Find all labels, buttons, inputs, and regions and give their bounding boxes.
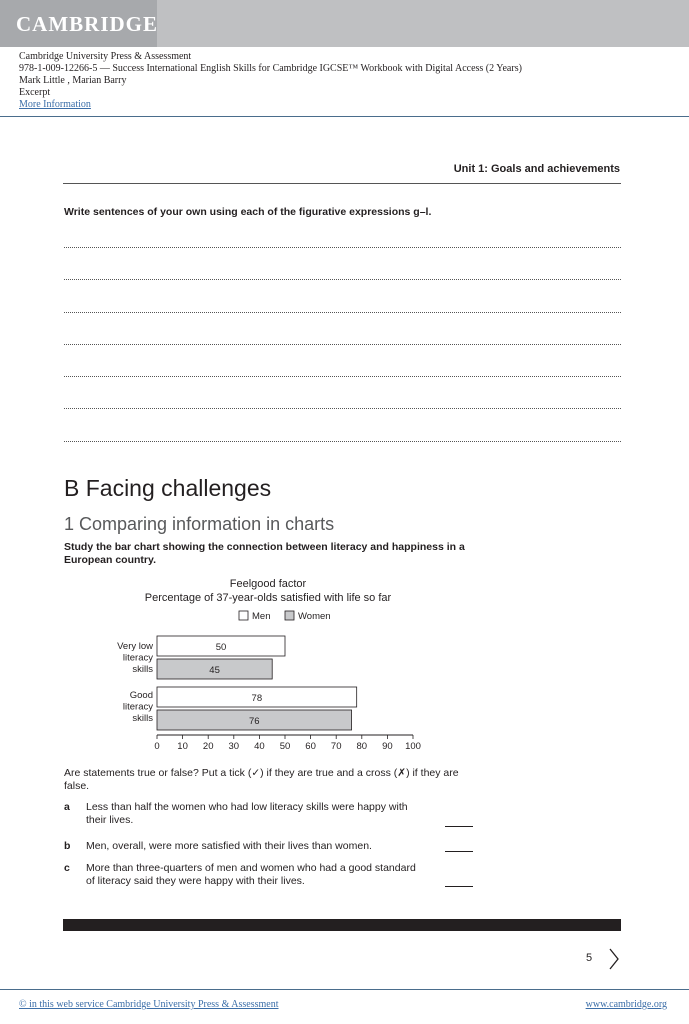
authors-line: Mark Little , Marian Barry (19, 75, 127, 86)
answer-line[interactable] (64, 441, 621, 442)
unit-divider (63, 183, 621, 184)
statement-text: Men, overall, were more satisfied with their lives than women. (86, 840, 372, 852)
copyright-link[interactable]: © in this web service Cambridge University Press & Assessment (19, 999, 279, 1010)
category-label: skills (132, 713, 153, 724)
x-tick-label: 20 (202, 741, 214, 752)
answer-line[interactable] (64, 376, 621, 377)
answer-line[interactable] (64, 344, 621, 345)
statement-b (64, 840, 484, 856)
x-tick-label: 70 (330, 741, 342, 752)
study-instruction: Study the bar chart showing the connection between literacy and happiness in a European country. (64, 541, 465, 566)
bars (157, 636, 357, 730)
category-label: Good (129, 690, 153, 701)
statement-a (64, 801, 484, 831)
unit-title: Unit 1: Goals and achievements (453, 163, 620, 175)
category-label: Very low (117, 641, 153, 652)
section-heading: B Facing challenges (64, 475, 272, 501)
x-axis-ticks (154, 735, 421, 752)
x-tick-label: 10 (177, 741, 188, 752)
sub-heading: 1 Comparing information in charts (64, 514, 335, 534)
page-number: 5 (586, 952, 593, 964)
answer-line[interactable] (64, 279, 621, 280)
footer-band (63, 919, 621, 931)
statement-text: Less than half the women who had low literacy skills were happy with their lives. (86, 801, 408, 826)
category-labels (117, 641, 153, 724)
true-false-instruction: Are statements true or false? Put a tick (✓) if they are true and a cross (✗) if they are false. (64, 767, 459, 792)
logo-box (0, 0, 157, 47)
statement-letter: c (64, 862, 70, 874)
legend-label-men: Men (252, 611, 271, 622)
x-tick-label: 100 (405, 741, 421, 752)
x-tick-label: 90 (382, 741, 393, 752)
footer-divider (0, 989, 689, 990)
more-information-link[interactable]: More Information (19, 99, 91, 110)
statement-c (64, 862, 484, 892)
publisher-line: Cambridge University Press & Assessment (19, 51, 192, 62)
category-label: literacy (122, 701, 153, 713)
x-tick-label: 60 (305, 741, 316, 752)
category-label: skills (132, 664, 153, 675)
legend-label-women: Women (298, 611, 331, 622)
statement-letter: a (64, 801, 70, 813)
bar-value-label: 76 (248, 716, 260, 727)
x-tick-label: 0 (154, 741, 160, 752)
book-metadata (19, 51, 522, 111)
next-page-chevron-icon[interactable] (607, 947, 621, 971)
x-tick-label: 30 (228, 741, 240, 752)
chart-legend (239, 611, 331, 622)
cambridge-logo: CAMBRIDGE (16, 12, 159, 36)
statement-text: More than three-quarters of men and women who had a good standard of literacy said they were happy with their lives. (86, 862, 416, 887)
answer-line[interactable] (64, 312, 621, 313)
answer-blank-b[interactable] (445, 851, 473, 852)
writing-instruction: Write sentences of your own using each of the figurative expressions g–l. (64, 206, 432, 218)
answer-line[interactable] (64, 247, 621, 248)
answer-blank-c[interactable] (445, 886, 473, 887)
x-tick-label: 40 (254, 741, 265, 752)
chart-subtitle: Percentage of 37-year-olds satisfied with life so far (144, 592, 392, 604)
category-label: literacy (122, 652, 153, 664)
chart-title: Feelgood factor (229, 578, 307, 590)
statement-letter: b (64, 840, 71, 852)
answer-blank-a[interactable] (445, 826, 473, 827)
excerpt-line: Excerpt (19, 87, 51, 98)
x-tick-label: 50 (279, 741, 291, 752)
bar-value-label: 78 (251, 693, 263, 704)
feelgood-bar-chart (0, 570, 689, 760)
legend-swatch-men (239, 611, 248, 620)
bar-value-label: 50 (215, 642, 227, 653)
website-link[interactable]: www.cambridge.org (585, 999, 667, 1010)
legend-swatch-women (285, 611, 294, 620)
x-tick-label: 80 (356, 741, 368, 752)
answer-line[interactable] (64, 408, 621, 409)
bar-value-label: 45 (209, 665, 220, 676)
isbn-title-line: 978-1-009-12266-5 — Success International English Skills for Cambridge IGCSE™ Workbook with Digital Access (2 Years) (19, 63, 522, 74)
header-divider (0, 116, 689, 117)
